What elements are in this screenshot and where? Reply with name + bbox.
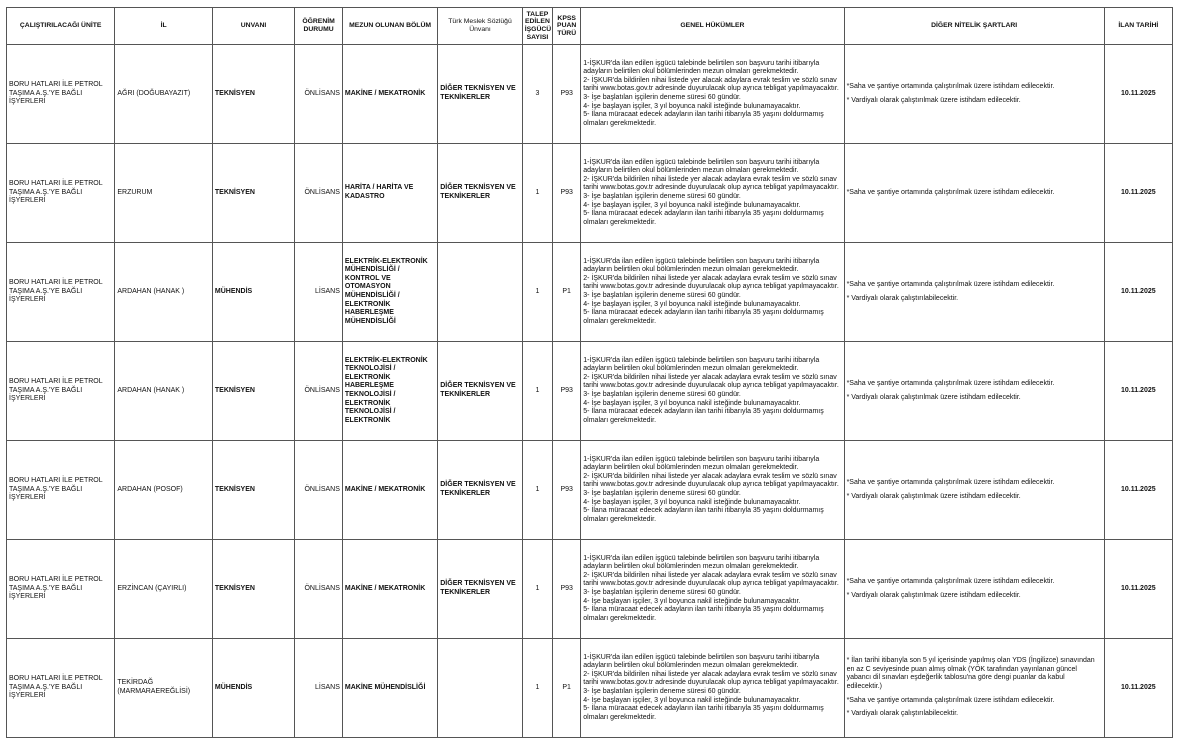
cell-bolum: MAKİNE / MEKATRONİK [342, 45, 437, 144]
cell-diger [844, 639, 1104, 738]
general-rule-item: 4- İşe başlayan işçiler, 3 yıl boyunca nakil isteğinde bulunamayacaktır. [583, 597, 801, 605]
cell-unvan: MÜHENDİS [212, 243, 294, 342]
cell-il: ARDAHAN (HANAK ) [115, 342, 213, 441]
cell-ogrenim: ÖNLİSANS [295, 540, 343, 639]
cell-il: AĞRI (DOĞUBAYAZIT) [115, 45, 213, 144]
general-rule-item: 3- İşe başlatılan işçilerin deneme süresi 60 gündür. [583, 193, 741, 200]
requirement-item: *Saha ve şantiye ortamında çalıştırılmak üzere istihdam edilecektir. [846, 577, 1055, 585]
cell-genel [581, 144, 844, 243]
cell-diger [844, 441, 1104, 540]
cell-genel [581, 243, 844, 342]
cell-tarih: 10.11.2025 [1104, 45, 1172, 144]
cell-talep: 1 [522, 441, 552, 540]
requirement-item: * Vardiyalı olarak çalıştırılmak üzere istihdam edilecektir. [846, 96, 1021, 104]
cell-meslek: DİĞER TEKNİSYEN VE TEKNİKERLER [438, 45, 523, 144]
cell-bolum: ELEKTRİK-ELEKTRONİK TEKNOLOJİSİ / ELEKTRONİK HABERLEŞME TEKNOLOJİSİ / ELEKTRONİK TEKNOLOJİSİ / ELEKTRONİK [342, 342, 437, 441]
cell-diger [844, 144, 1104, 243]
general-rule-item: 1-İŞKUR'da ilan edilen işgücü talebinde belirtilen son başvuru tarihi itibarıyla adayların belirtilen okul bölümlerinden mezun olmaları gerekmektedir. [583, 554, 820, 571]
general-rule-item: 5- İlana müracaat edecek adayların ilan tarihi itibarıyla 35 yaşını doldurmamış olmaları gerekmektedir. [583, 309, 824, 325]
general-rule-item: 5- İlana müracaat edecek adayların ilan tarihi itibarıyla 35 yaşını doldurmamış olmaları gerekmektedir. [583, 606, 824, 622]
requirement-item: *Saha ve şantiye ortamında çalıştırılmak üzere istihdam edilecektir. [846, 379, 1055, 387]
cell-kpss: P1 [553, 243, 581, 342]
cell-unvan: TEKNİSYEN [212, 45, 294, 144]
header-ogrenim: ÖĞRENİM DURUMU [295, 8, 343, 45]
cell-ogrenim: LİSANS [295, 243, 343, 342]
general-rule-item: 5- İlana müracaat edecek adayların ilan tarihi itibarıyla 35 yaşını doldurmamış olmaları gerekmektedir. [583, 705, 824, 721]
cell-bolum: MAKİNE / MEKATRONİK [342, 540, 437, 639]
cell-unvan: TEKNİSYEN [212, 540, 294, 639]
requirement-item: * İlan tarihi itibarıyla son 5 yıl içerisinde yapılmış olan YDS (İngilizce) sınavından en az C seviyesinde puan almış olmak (YÖK tarafından yayınlanan güncel yabancı dil sınavları eşdeğerlik tablosu'na göre dengi puanlar da kabul edilecektir.) [846, 657, 1095, 690]
general-rule-item: 3- İşe başlatılan işçilerin deneme süresi 60 gündür. [583, 490, 741, 497]
cell-genel [581, 441, 844, 540]
general-rule-item: 1-İŞKUR'da ilan edilen işgücü talebinde belirtilen son başvuru tarihi itibarıyla adayların belirtilen okul bölümlerinden mezun olmaları gerekmektedir. [583, 356, 820, 373]
cell-diger [844, 342, 1104, 441]
table-row [7, 540, 1173, 639]
cell-unit: BORU HATLARI İLE PETROL TAŞIMA A.Ş.'YE BAĞLI İŞYERLERİ [7, 144, 115, 243]
cell-talep: 1 [522, 342, 552, 441]
cell-bolum: HARİTA / HARİTA VE KADASTRO [342, 144, 437, 243]
cell-meslek [438, 639, 523, 738]
table-row [7, 441, 1173, 540]
header-meslek: Türk Meslek Sözlüğü Ünvanı [438, 8, 523, 45]
general-rule-item: 5- İlana müracaat edecek adayların ilan tarihi itibarıyla 35 yaşını doldurmamış olmaları gerekmektedir. [583, 507, 824, 523]
cell-unit: BORU HATLARI İLE PETROL TAŞIMA A.Ş.'YE BAĞLI İŞYERLERİ [7, 639, 115, 738]
cell-unvan: TEKNİSYEN [212, 342, 294, 441]
requirement-item: *Saha ve şantiye ortamında çalıştırılmak üzere istihdam edilecektir. [846, 82, 1055, 90]
general-rule-item: 2- İŞKUR'da bildirilen nihai listede yer alacak adaylara evrak teslim ve sözlü sınav tarihi www.botas.gov.tr adresinde duyurulacak olup ayrıca tebligat yapılmayacaktır. [583, 571, 839, 588]
table-row [7, 243, 1173, 342]
general-rule-item: 2- İŞKUR'da bildirilen nihai listede yer alacak adaylara evrak teslim ve sözlü sınav tarihi www.botas.gov.tr adresinde duyurulacak olup ayrıca tebligat yapılmayacaktır. [583, 175, 839, 192]
cell-meslek: DİĞER TEKNİSYEN VE TEKNİKERLER [438, 144, 523, 243]
general-rule-item: 1-İŞKUR'da ilan edilen işgücü talebinde belirtilen son başvuru tarihi itibarıyla adayların belirtilen okul bölümlerinden mezun olmaları gerekmektedir. [583, 257, 820, 274]
requirement-item: * Vardiyalı olarak çalıştırılmak üzere istihdam edilecektir. [846, 393, 1021, 401]
cell-talep: 1 [522, 243, 552, 342]
general-rule-item: 4- İşe başlayan işçiler, 3 yıl boyunca nakil isteğinde bulunamayacaktır. [583, 102, 801, 110]
cell-genel [581, 540, 844, 639]
table-row [7, 45, 1173, 144]
cell-tarih: 10.11.2025 [1104, 243, 1172, 342]
cell-genel [581, 342, 844, 441]
general-rule-item: 4- İşe başlayan işçiler, 3 yıl boyunca nakil isteğinde bulunamayacaktır. [583, 696, 801, 704]
cell-unit: BORU HATLARI İLE PETROL TAŞIMA A.Ş.'YE BAĞLI İŞYERLERİ [7, 540, 115, 639]
cell-il: ERZURUM [115, 144, 213, 243]
general-rule-item: 4- İşe başlayan işçiler, 3 yıl boyunca nakil isteğinde bulunamayacaktır. [583, 498, 801, 506]
general-rule-item: 1-İŞKUR'da ilan edilen işgücü talebinde belirtilen son başvuru tarihi itibarıyla adayların belirtilen okul bölümlerinden mezun olmaları gerekmektedir. [583, 59, 820, 76]
cell-meslek: DİĞER TEKNİSYEN VE TEKNİKERLER [438, 342, 523, 441]
cell-unvan: TEKNİSYEN [212, 144, 294, 243]
header-unit: ÇALIŞTIRILACAĞI ÜNİTE [7, 8, 115, 45]
cell-talep: 3 [522, 45, 552, 144]
table-row [7, 639, 1173, 738]
cell-ogrenim: ÖNLİSANS [295, 144, 343, 243]
header-tarih: İLAN TARİHİ [1104, 8, 1172, 45]
cell-il: ERZİNCAN (ÇAYIRLI) [115, 540, 213, 639]
cell-tarih: 10.11.2025 [1104, 342, 1172, 441]
general-rule-item: 5- İlana müracaat edecek adayların ilan tarihi itibarıyla 35 yaşını doldurmamış olmaları gerekmektedir. [583, 111, 824, 127]
general-rule-item: 2- İŞKUR'da bildirilen nihai listede yer alacak adaylara evrak teslim ve sözlü sınav tarihi www.botas.gov.tr adresinde duyurulacak olup ayrıca tebligat yapılmayacaktır. [583, 670, 839, 687]
cell-il: TEKİRDAĞ (MARMARAEREĞLİSİ) [115, 639, 213, 738]
cell-meslek: DİĞER TEKNİSYEN VE TEKNİKERLER [438, 441, 523, 540]
general-rule-item: 2- İŞKUR'da bildirilen nihai listede yer alacak adaylara evrak teslim ve sözlü sınav tarihi www.botas.gov.tr adresinde duyurulacak olup ayrıca tebligat yapılmayacaktır. [583, 274, 839, 291]
cell-tarih: 10.11.2025 [1104, 540, 1172, 639]
general-rule-item: 2- İŞKUR'da bildirilen nihai listede yer alacak adaylara evrak teslim ve sözlü sınav tarihi www.botas.gov.tr adresinde duyurulacak olup ayrıca tebligat yapılmayacaktır. [583, 373, 839, 390]
cell-meslek [438, 243, 523, 342]
general-rule-item: 1-İŞKUR'da ilan edilen işgücü talebinde belirtilen son başvuru tarihi itibarıyla adayların belirtilen okul bölümlerinden mezun olmaları gerekmektedir. [583, 653, 820, 670]
general-rule-item: 1-İŞKUR'da ilan edilen işgücü talebinde belirtilen son başvuru tarihi itibarıyla adayların belirtilen okul bölümlerinden mezun olmaları gerekmektedir. [583, 158, 820, 175]
general-rule-item: 4- İşe başlayan işçiler, 3 yıl boyunca nakil isteğinde bulunamayacaktır. [583, 399, 801, 407]
cell-kpss: P93 [553, 441, 581, 540]
cell-diger [844, 540, 1104, 639]
cell-unvan: TEKNİSYEN [212, 441, 294, 540]
header-il: İL [115, 8, 213, 45]
cell-genel [581, 45, 844, 144]
general-rule-item: 4- İşe başlayan işçiler, 3 yıl boyunca nakil isteğinde bulunamayacaktır. [583, 201, 801, 209]
general-rule-item: 3- İşe başlatılan işçilerin deneme süresi 60 gündür. [583, 688, 741, 695]
cell-diger [844, 243, 1104, 342]
cell-il: ARDAHAN (POSOF) [115, 441, 213, 540]
general-rule-item: 1-İŞKUR'da ilan edilen işgücü talebinde belirtilen son başvuru tarihi itibarıyla adayların belirtilen okul bölümlerinden mezun olmaları gerekmektedir. [583, 455, 820, 472]
cell-tarih: 10.11.2025 [1104, 144, 1172, 243]
cell-kpss: P93 [553, 342, 581, 441]
general-rule-item: 3- İşe başlatılan işçilerin deneme süresi 60 gündür. [583, 94, 741, 101]
general-rule-item: 3- İşe başlatılan işçilerin deneme süresi 60 gündür. [583, 292, 741, 299]
general-rule-item: 3- İşe başlatılan işçilerin deneme süresi 60 gündür. [583, 589, 741, 596]
header-bolum: MEZUN OLUNAN BÖLÜM [342, 8, 437, 45]
requirement-item: * Vardiyalı olarak çalıştırılmak üzere istihdam edilecektir. [846, 591, 1021, 599]
general-rule-item: 3- İşe başlatılan işçilerin deneme süresi 60 gündür. [583, 391, 741, 398]
general-rule-item: 2- İŞKUR'da bildirilen nihai listede yer alacak adaylara evrak teslim ve sözlü sınav tarihi www.botas.gov.tr adresinde duyurulacak olup ayrıca tebligat yapılmayacaktır. [583, 76, 839, 93]
cell-unit: BORU HATLARI İLE PETROL TAŞIMA A.Ş.'YE BAĞLI İŞYERLERİ [7, 441, 115, 540]
general-rule-item: 4- İşe başlayan işçiler, 3 yıl boyunca nakil isteğinde bulunamayacaktır. [583, 300, 801, 308]
cell-bolum: ELEKTRİK-ELEKTRONİK MÜHENDİSLİĞİ / KONTROL VE OTOMASYON MÜHENDİSLİĞİ / ELEKTRONİK HABERLEŞME MÜHENDİSLİĞİ [342, 243, 437, 342]
job-listing-table [6, 7, 1173, 738]
table-row [7, 342, 1173, 441]
header-talep: TALEP EDİLEN İŞGÜCÜ SAYISI [522, 8, 552, 45]
header-diger: DİĞER NİTELİK ŞARTLARI [844, 8, 1104, 45]
cell-ogrenim: ÖNLİSANS [295, 45, 343, 144]
cell-unit: BORU HATLARI İLE PETROL TAŞIMA A.Ş.'YE BAĞLI İŞYERLERİ [7, 45, 115, 144]
cell-ogrenim: ÖNLİSANS [295, 342, 343, 441]
cell-unit: BORU HATLARI İLE PETROL TAŞIMA A.Ş.'YE BAĞLI İŞYERLERİ [7, 243, 115, 342]
cell-unit: BORU HATLARI İLE PETROL TAŞIMA A.Ş.'YE BAĞLI İŞYERLERİ [7, 342, 115, 441]
general-rule-item: 2- İŞKUR'da bildirilen nihai listede yer alacak adaylara evrak teslim ve sözlü sınav tarihi www.botas.gov.tr adresinde duyurulacak olup ayrıca tebligat yapılmayacaktır. [583, 472, 839, 489]
requirement-item: *Saha ve şantiye ortamında çalıştırılmak üzere istihdam edilecektir. [846, 478, 1055, 486]
cell-talep: 1 [522, 144, 552, 243]
requirement-item: * Vardiyalı olarak çalıştırılabilecektir. [846, 710, 959, 718]
table-row [7, 144, 1173, 243]
header-kpss: KPSS PUAN TÜRÜ [553, 8, 581, 45]
cell-ogrenim: LİSANS [295, 639, 343, 738]
requirement-item: * Vardiyalı olarak çalıştırılabilecektir. [846, 294, 959, 302]
requirement-item: *Saha ve şantiye ortamında çalıştırılmak üzere istihdam edilecektir. [846, 280, 1055, 288]
cell-unvan: MÜHENDİS [212, 639, 294, 738]
cell-diger [844, 45, 1104, 144]
cell-il: ARDAHAN (HANAK ) [115, 243, 213, 342]
requirement-item: *Saha ve şantiye ortamında çalıştırılmak üzere istihdam edilecektir. [846, 696, 1055, 704]
cell-tarih: 10.11.2025 [1104, 639, 1172, 738]
cell-bolum: MAKİNE / MEKATRONİK [342, 441, 437, 540]
header-genel: GENEL HÜKÜMLER [581, 8, 844, 45]
cell-kpss: P93 [553, 45, 581, 144]
cell-kpss: P93 [553, 144, 581, 243]
requirement-item: * Vardiyalı olarak çalıştırılmak üzere istihdam edilecektir. [846, 492, 1021, 500]
cell-kpss: P93 [553, 540, 581, 639]
requirement-item: *Saha ve şantiye ortamında çalıştırılmak üzere istihdam edilecektir. [846, 188, 1055, 196]
cell-talep: 1 [522, 540, 552, 639]
general-rule-item: 5- İlana müracaat edecek adayların ilan tarihi itibarıyla 35 yaşını doldurmamış olmaları gerekmektedir. [583, 210, 824, 226]
cell-genel [581, 639, 844, 738]
cell-bolum: MAKİNE MÜHENDİSLİĞİ [342, 639, 437, 738]
header-unvan: UNVANI [212, 8, 294, 45]
cell-talep: 1 [522, 639, 552, 738]
cell-ogrenim: ÖNLİSANS [295, 441, 343, 540]
header-row [7, 8, 1173, 45]
general-rule-item: 5- İlana müracaat edecek adayların ilan tarihi itibarıyla 35 yaşını doldurmamış olmaları gerekmektedir. [583, 408, 824, 424]
cell-kpss: P1 [553, 639, 581, 738]
cell-tarih: 10.11.2025 [1104, 441, 1172, 540]
cell-meslek: DİĞER TEKNİSYEN VE TEKNİKERLER [438, 540, 523, 639]
